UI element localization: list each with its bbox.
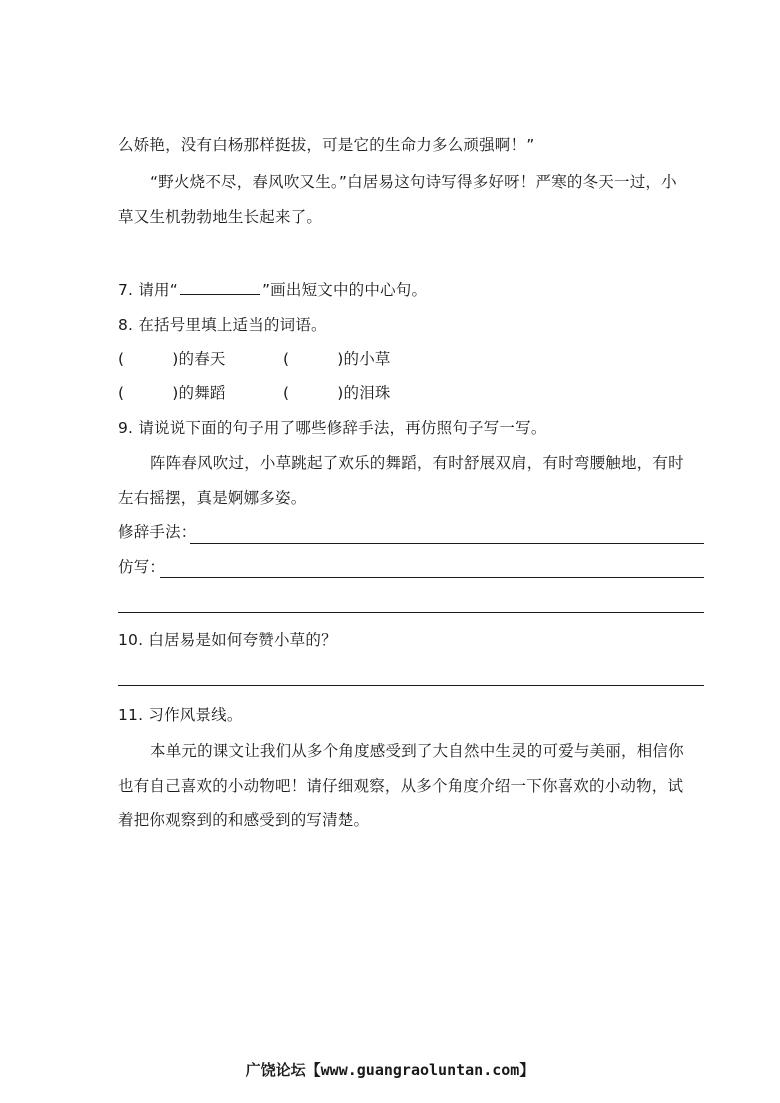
question-7 (118, 280, 427, 300)
passage-line-3: 草又生机勃勃地生长起来了。 (118, 208, 323, 226)
paren-close-label: )的小草 (337, 350, 391, 368)
question-8-item-2 (283, 349, 391, 369)
question-11-line-2: 也有自己喜欢的小动物吧！请仔细观察，从多个角度介绍一下你喜欢的小动物，试 (118, 777, 684, 795)
paren-close-label: )的泪珠 (337, 384, 391, 402)
question-10-title: 10. 白居易是如何夸赞小草的？ (118, 631, 337, 649)
imitate-answer-line-2[interactable] (118, 612, 704, 613)
question-8-item-3 (118, 383, 226, 403)
page-footer (0, 1060, 780, 1080)
imitate-label: 仿写： (118, 558, 166, 576)
question-11-line-1: 本单元的课文让我们从多个角度感受到了大自然中生灵的可爱与美丽，相信你 (150, 742, 684, 760)
question-10-answer-line[interactable] (118, 685, 704, 686)
question-7-blank[interactable] (180, 280, 260, 295)
question-8-item-1 (118, 349, 226, 369)
imitate-answer-line-1[interactable] (160, 577, 704, 578)
paren-open: ( (118, 384, 125, 402)
question-9-sentence-line-1: 阵阵春风吹过，小草跳起了欢乐的舞蹈，有时舒展双肩，有时弯腰触地，有时 (150, 454, 684, 472)
question-9-title: 9. 请说说下面的句子用了哪些修辞手法，再仿照句子写一写。 (118, 419, 547, 437)
paren-close-label: )的春天 (172, 350, 226, 368)
question-8-item-4 (283, 383, 391, 403)
paren-close-label: )的舞蹈 (172, 384, 226, 402)
footer-site-name: 广饶论坛 (245, 1061, 306, 1079)
question-7-suffix: ”画出短文中的中心句。 (261, 281, 428, 299)
paren-open: ( (283, 384, 290, 402)
passage-line-2: “野火烧不尽，春风吹又生。”白居易这句诗写得多好呀！严寒的冬天一过，小 (150, 173, 677, 191)
rhetoric-label: 修辞手法： (118, 523, 197, 541)
paren-open: ( (118, 350, 125, 368)
passage-line-1: 么娇艳，没有白杨那样挺拔，可是它的生命力多么顽强啊！” (118, 136, 535, 154)
paren-open: ( (283, 350, 290, 368)
question-8-title: 8. 在括号里填上适当的词语。 (118, 316, 327, 334)
question-11-line-3: 着把你观察到的和感受到的写清楚。 (118, 811, 370, 829)
rhetoric-answer-line[interactable] (190, 543, 704, 544)
question-11-title: 11. 习作风景线。 (118, 706, 243, 724)
footer-url[interactable]: 【www.guangraoluntan.com】 (305, 1061, 535, 1079)
question-7-prefix: 7. 请用“ (118, 281, 178, 299)
question-9-sentence-line-2: 左右摇摆，真是婀娜多姿。 (118, 489, 307, 507)
